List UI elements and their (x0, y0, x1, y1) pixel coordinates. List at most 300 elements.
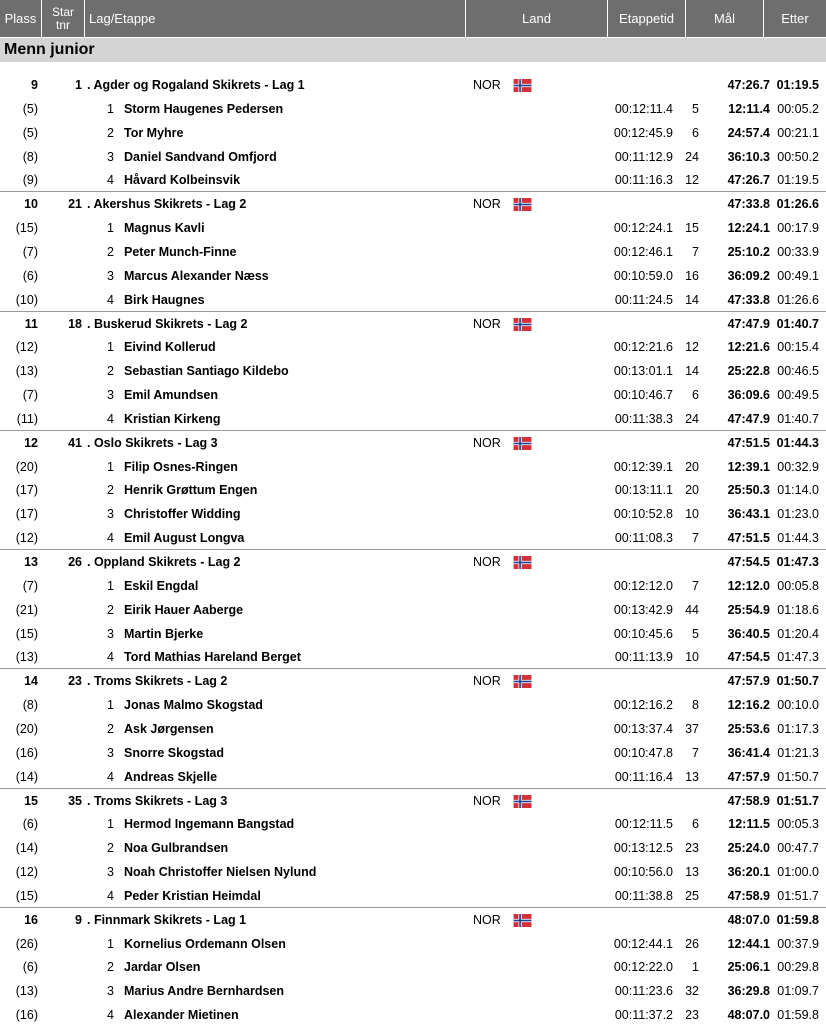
leg-number: 3 (107, 149, 114, 164)
leg-number: 1 (107, 817, 114, 832)
leg-plass: (5) (22, 125, 38, 140)
team-name: . Agder og Rogaland Skikrets - Lag 1 (87, 78, 305, 92)
leg-etappe-rank: 7 (692, 745, 699, 760)
leg-maal: 12:21.6 (727, 340, 770, 355)
team-plass: 9 (31, 78, 38, 92)
leg-etter: 01:47.3 (777, 650, 819, 665)
norway-flag-icon (513, 318, 532, 331)
leg-etappetid: 00:12:12.0 (613, 578, 673, 593)
leg-etter: 00:10.0 (777, 698, 819, 713)
athlete-name: Filip Osnes-Ringen (124, 459, 238, 474)
team-row[interactable] (0, 431, 826, 455)
team-name: . Akershus Skikrets - Lag 2 (87, 197, 247, 212)
leg-maal: 47:26.7 (727, 173, 770, 188)
athlete-name: Marius Andre Bernhardsen (124, 984, 284, 999)
norway-flag-icon (513, 556, 532, 569)
leg-maal: 25:10.2 (727, 244, 770, 259)
team-plass: 10 (24, 197, 38, 212)
leg-row[interactable] (0, 741, 826, 765)
header-etter[interactable]: Etter (764, 0, 826, 38)
leg-maal: 24:57.4 (727, 125, 770, 140)
leg-row[interactable] (0, 979, 826, 1003)
leg-etappetid: 00:11:13.9 (614, 650, 673, 665)
leg-number: 4 (107, 888, 114, 903)
leg-etter: 01:40.7 (777, 411, 819, 426)
leg-row[interactable] (0, 240, 826, 264)
leg-number: 4 (107, 1008, 114, 1023)
leg-etappe-rank: 10 (685, 507, 699, 522)
leg-etappetid: 00:10:56.0 (613, 865, 673, 880)
leg-etappetid: 00:11:38.3 (614, 411, 673, 426)
leg-etappe-rank: 6 (692, 388, 699, 403)
team-name: . Troms Skikrets - Lag 2 (87, 674, 228, 689)
leg-plass: (15) (15, 221, 38, 236)
athlete-name: Emil August Longva (124, 531, 245, 546)
leg-maal: 12:16.2 (727, 698, 770, 713)
leg-plass: (20) (15, 721, 38, 736)
leg-etappe-rank: 25 (685, 888, 699, 903)
norway-flag-icon (513, 675, 532, 688)
athlete-name: Peter Munch-Finne (124, 244, 237, 259)
team-name: . Troms Skikrets - Lag 3 (87, 793, 228, 808)
leg-etappe-rank: 44 (685, 602, 699, 617)
leg-etter: 01:09.7 (777, 984, 819, 999)
leg-plass: (15) (15, 888, 38, 903)
leg-maal: 36:20.1 (727, 865, 770, 880)
leg-plass: (14) (15, 841, 38, 856)
norway-flag-icon (513, 795, 532, 808)
athlete-name: Emil Amundsen (124, 388, 218, 403)
leg-etappe-rank: 12 (685, 340, 699, 355)
leg-row[interactable] (0, 121, 826, 145)
leg-etappetid: 00:12:46.1 (613, 244, 673, 259)
leg-etappetid: 00:11:12.9 (614, 149, 673, 164)
team-maal: 47:47.9 (727, 316, 770, 331)
leg-etappe-rank: 6 (692, 125, 699, 140)
leg-etter: 01:17.3 (777, 721, 819, 736)
leg-maal: 47:57.9 (727, 769, 770, 784)
leg-etter: 01:14.0 (777, 483, 819, 498)
leg-maal: 47:33.8 (727, 292, 770, 307)
leg-number: 3 (107, 626, 114, 641)
leg-etappetid: 00:11:37.2 (614, 1008, 673, 1023)
team-row[interactable] (0, 312, 826, 336)
leg-row[interactable] (0, 645, 826, 669)
leg-etappe-rank: 14 (685, 292, 699, 307)
athlete-name: Kornelius Ordemann Olsen (124, 936, 286, 951)
athlete-name: Jardar Olsen (124, 960, 201, 975)
leg-etappetid: 00:12:11.4 (614, 101, 673, 116)
team-name: . Oppland Skikrets - Lag 2 (87, 555, 241, 569)
leg-etter: 01:59.8 (777, 1008, 819, 1023)
leg-maal: 12:12.0 (727, 578, 770, 593)
leg-plass: (6) (22, 817, 38, 832)
leg-etappetid: 00:13:37.4 (613, 721, 673, 736)
team-etter: 01:51.7 (776, 793, 819, 808)
leg-number: 3 (107, 984, 114, 999)
leg-row[interactable] (0, 1003, 826, 1027)
leg-plass: (13) (15, 364, 38, 379)
leg-number: 3 (107, 268, 114, 283)
leg-etappetid: 00:11:23.6 (614, 984, 673, 999)
leg-number: 3 (107, 745, 114, 760)
leg-etappe-rank: 15 (685, 221, 699, 236)
team-row[interactable] (0, 192, 826, 216)
leg-plass: (14) (15, 769, 38, 784)
leg-plass: (13) (15, 984, 38, 999)
leg-etappe-rank: 37 (685, 721, 699, 736)
leg-row[interactable] (0, 836, 826, 860)
team-startnummer: 1 (75, 78, 82, 92)
team-plass: 15 (24, 793, 38, 808)
athlete-name: Noah Christoffer Nielsen Nylund (124, 865, 317, 880)
team-startnummer: 21 (68, 197, 82, 212)
athlete-name: Noa Gulbrandsen (124, 841, 229, 856)
leg-plass: (26) (15, 936, 38, 951)
leg-etter: 01:26.6 (777, 292, 819, 307)
norway-flag-icon (513, 198, 532, 211)
header-plass[interactable]: Plass (0, 0, 42, 38)
leg-maal: 25:24.0 (727, 841, 770, 856)
team-startnummer: 41 (68, 435, 82, 450)
leg-maal: 36:40.5 (727, 626, 770, 641)
leg-plass: (12) (15, 340, 38, 355)
norway-flag-icon (513, 79, 532, 92)
leg-number: 2 (107, 244, 114, 259)
leg-number: 4 (107, 531, 114, 546)
leg-etter: 01:19.5 (777, 173, 819, 188)
team-row[interactable] (0, 550, 826, 574)
leg-row[interactable] (0, 574, 826, 598)
athlete-name: Henrik Grøttum Engen (124, 483, 258, 498)
athlete-name: Jonas Malmo Skogstad (124, 698, 263, 713)
leg-etter: 00:47.7 (777, 841, 819, 856)
leg-etter: 01:00.0 (777, 865, 819, 880)
leg-plass: (12) (15, 531, 38, 546)
team-land: NOR (473, 912, 501, 927)
leg-row[interactable] (0, 812, 826, 836)
leg-etter: 00:32.9 (777, 459, 819, 474)
leg-etappe-rank: 5 (692, 101, 699, 116)
leg-etappe-rank: 13 (685, 865, 699, 880)
norway-flag-icon (513, 914, 532, 927)
team-etter: 01:50.7 (776, 674, 819, 689)
team-etter: 01:19.5 (776, 78, 819, 92)
leg-etter: 01:20.4 (777, 626, 819, 641)
leg-number: 1 (107, 578, 114, 593)
leg-maal: 12:24.1 (727, 221, 770, 236)
header-lag-etappe[interactable]: Lag/Etappe (85, 0, 466, 38)
team-row[interactable] (0, 73, 826, 97)
leg-etappetid: 00:10:45.6 (613, 626, 673, 641)
team-etter: 01:26.6 (776, 197, 819, 212)
team-maal: 47:33.8 (727, 197, 770, 212)
team-row[interactable] (0, 908, 826, 932)
team-land: NOR (473, 674, 501, 689)
team-startnummer: 23 (68, 674, 82, 689)
leg-etappe-rank: 6 (692, 817, 699, 832)
leg-plass: (16) (15, 745, 38, 760)
header-startnummer[interactable] (42, 0, 85, 38)
team-etter: 01:44.3 (776, 435, 819, 450)
athlete-name: Daniel Sandvand Omfjord (124, 149, 277, 164)
team-land: NOR (473, 316, 501, 331)
leg-etter: 00:17.9 (777, 221, 819, 236)
leg-maal: 48:07.0 (727, 1008, 770, 1023)
team-plass: 12 (24, 435, 38, 450)
leg-plass: (12) (15, 865, 38, 880)
leg-etter: 01:51.7 (777, 888, 819, 903)
leg-number: 4 (107, 769, 114, 784)
team-maal: 47:57.9 (727, 674, 770, 689)
leg-etappe-rank: 1 (692, 960, 699, 975)
team-plass: 13 (24, 555, 38, 569)
team-etter: 01:47.3 (776, 555, 819, 569)
athlete-name: Hermod Ingemann Bangstad (124, 817, 295, 832)
athlete-name: Snorre Skogstad (124, 745, 225, 760)
leg-maal: 47:54.5 (727, 650, 770, 665)
leg-row[interactable] (0, 717, 826, 741)
leg-plass: (16) (15, 1008, 38, 1023)
leg-row[interactable] (0, 502, 826, 526)
leg-row[interactable] (0, 478, 826, 502)
leg-etappetid: 00:12:44.1 (613, 936, 673, 951)
leg-plass: (7) (22, 578, 38, 593)
leg-maal: 12:11.4 (728, 101, 770, 116)
leg-etappe-rank: 10 (685, 650, 699, 665)
leg-etappetid: 00:13:11.1 (614, 483, 673, 498)
leg-etter: 00:05.2 (777, 101, 819, 116)
leg-maal: 12:44.1 (727, 936, 770, 951)
athlete-name: Alexander Mietinen (124, 1008, 239, 1023)
leg-etter: 01:44.3 (777, 531, 819, 546)
leg-etappetid: 00:13:12.5 (613, 841, 673, 856)
header-land[interactable]: Land (466, 0, 608, 38)
leg-etappetid: 00:13:42.9 (613, 602, 673, 617)
leg-etappe-rank: 8 (692, 698, 699, 713)
leg-number: 4 (107, 411, 114, 426)
leg-maal: 36:09.6 (727, 388, 770, 403)
leg-etappetid: 00:11:16.3 (614, 173, 673, 188)
leg-row[interactable] (0, 216, 826, 240)
leg-row[interactable] (0, 693, 826, 717)
leg-row[interactable] (0, 359, 826, 383)
leg-number: 2 (107, 960, 114, 975)
team-startnummer: 18 (68, 316, 82, 331)
leg-maal: 47:47.9 (727, 411, 770, 426)
athlete-name: Martin Bjerke (124, 626, 204, 641)
leg-row[interactable] (0, 955, 826, 979)
header-star: Star (51, 4, 74, 19)
athlete-name: Kristian Kirkeng (124, 411, 221, 426)
leg-number: 3 (107, 388, 114, 403)
athlete-name: Marcus Alexander Næss (124, 268, 269, 283)
team-etter: 01:40.7 (776, 316, 819, 331)
leg-plass: (17) (15, 507, 38, 522)
leg-etter: 00:37.9 (777, 936, 819, 951)
team-startnummer: 26 (68, 555, 82, 569)
team-maal: 47:58.9 (727, 793, 770, 808)
leg-row[interactable] (0, 526, 826, 550)
leg-maal: 36:41.4 (727, 745, 770, 760)
athlete-name: Tord Mathias Hareland Berget (124, 650, 301, 665)
leg-row[interactable] (0, 598, 826, 622)
leg-number: 2 (107, 364, 114, 379)
leg-maal: 25:54.9 (727, 602, 770, 617)
team-name: . Finnmark Skikrets - Lag 1 (87, 912, 247, 927)
team-land: NOR (473, 78, 501, 92)
leg-maal: 25:06.1 (727, 960, 770, 975)
leg-etappetid: 00:12:24.1 (613, 221, 673, 236)
leg-etter: 01:23.0 (777, 507, 819, 522)
leg-etappe-rank: 7 (692, 531, 699, 546)
team-land: NOR (473, 435, 501, 450)
athlete-name: Håvard Kolbeinsvik (124, 173, 241, 188)
team-row[interactable] (0, 789, 826, 813)
leg-maal: 36:29.8 (727, 984, 770, 999)
leg-etter: 00:49.1 (777, 268, 819, 283)
leg-row[interactable] (0, 622, 826, 646)
leg-etappetid: 00:11:16.4 (614, 769, 673, 784)
leg-etappe-rank: 24 (685, 411, 699, 426)
leg-etter: 00:33.9 (777, 244, 819, 259)
leg-plass: (8) (22, 149, 38, 164)
leg-number: 3 (107, 865, 114, 880)
leg-maal: 47:58.9 (727, 888, 770, 903)
team-row[interactable] (0, 669, 826, 693)
team-startnummer: 35 (68, 793, 82, 808)
category-title: Menn junior (0, 38, 826, 62)
leg-number: 2 (107, 721, 114, 736)
leg-plass: (20) (15, 459, 38, 474)
header-maal[interactable]: Mål (686, 0, 764, 38)
team-name: . Buskerud Skikrets - Lag 2 (87, 316, 248, 331)
leg-etter: 00:46.5 (777, 364, 819, 379)
athlete-name: Tor Myhre (124, 125, 184, 140)
leg-etappetid: 00:12:39.1 (613, 459, 673, 474)
leg-etappe-rank: 20 (685, 483, 699, 498)
team-startnummer: 9 (75, 912, 82, 927)
leg-etter: 01:18.6 (777, 602, 819, 617)
leg-etappe-rank: 5 (692, 626, 699, 641)
leg-maal: 12:39.1 (727, 459, 770, 474)
leg-row[interactable] (0, 932, 826, 956)
leg-etappe-rank: 23 (685, 841, 699, 856)
athlete-name: Eirik Hauer Aaberge (124, 602, 244, 617)
leg-etappetid: 00:12:11.5 (614, 817, 673, 832)
leg-etappe-rank: 20 (685, 459, 699, 474)
leg-row[interactable] (0, 765, 826, 789)
team-etter: 01:59.8 (776, 912, 819, 927)
leg-etappe-rank: 7 (692, 244, 699, 259)
norway-flag-icon (513, 437, 532, 450)
header-etappetid[interactable]: Etappetid (608, 0, 686, 38)
leg-etappetid: 00:10:47.8 (613, 745, 673, 760)
leg-row[interactable] (0, 884, 826, 908)
leg-etter: 00:05.3 (777, 817, 819, 832)
leg-etappetid: 00:11:38.8 (614, 888, 673, 903)
leg-number: 2 (107, 602, 114, 617)
leg-row[interactable] (0, 145, 826, 169)
leg-plass: (10) (15, 292, 38, 307)
team-maal: 47:51.5 (727, 435, 770, 450)
leg-row[interactable] (0, 264, 826, 288)
athlete-name: Eskil Engdal (124, 578, 199, 593)
leg-etappe-rank: 13 (685, 769, 699, 784)
leg-row[interactable] (0, 168, 826, 192)
leg-number: 1 (107, 340, 114, 355)
leg-maal: 25:53.6 (727, 721, 770, 736)
leg-row[interactable] (0, 288, 826, 312)
leg-row[interactable] (0, 97, 826, 121)
athlete-name: Peder Kristian Heimdal (124, 888, 261, 903)
athlete-name: Andreas Skjelle (124, 769, 218, 784)
leg-maal: 36:43.1 (727, 507, 770, 522)
athlete-name: Birk Haugnes (124, 292, 205, 307)
leg-plass: (7) (22, 388, 38, 403)
team-plass: 14 (24, 674, 38, 689)
leg-maal: 36:09.2 (727, 268, 770, 283)
team-maal: 47:26.7 (727, 78, 770, 92)
team-name: . Oslo Skikrets - Lag 3 (87, 435, 218, 450)
leg-number: 1 (107, 936, 114, 951)
leg-etappetid: 00:10:59.0 (613, 268, 673, 283)
leg-plass: (7) (22, 244, 38, 259)
athlete-name: Eivind Kollerud (124, 340, 216, 355)
leg-plass: (15) (15, 626, 38, 641)
leg-etappe-rank: 12 (685, 173, 699, 188)
leg-etappe-rank: 26 (685, 936, 699, 951)
leg-etter: 01:21.3 (777, 745, 819, 760)
leg-etappe-rank: 7 (692, 578, 699, 593)
leg-row[interactable] (0, 455, 826, 479)
leg-row[interactable] (0, 407, 826, 431)
leg-etappetid: 00:11:08.3 (614, 531, 673, 546)
leg-maal: 25:22.8 (727, 364, 770, 379)
leg-number: 3 (107, 507, 114, 522)
leg-number: 1 (107, 221, 114, 236)
leg-etappe-rank: 24 (685, 149, 699, 164)
team-plass: 11 (24, 316, 38, 331)
team-maal: 48:07.0 (727, 912, 770, 927)
leg-maal: 25:50.3 (727, 483, 770, 498)
leg-etappetid: 00:11:24.5 (614, 292, 673, 307)
leg-number: 1 (107, 101, 114, 116)
leg-etappetid: 00:13:01.1 (613, 364, 673, 379)
leg-etter: 01:50.7 (777, 769, 819, 784)
leg-etappetid: 00:10:52.8 (613, 507, 673, 522)
leg-plass: (6) (22, 268, 38, 283)
athlete-name: Magnus Kavli (124, 221, 205, 236)
leg-row[interactable] (0, 860, 826, 884)
athlete-name: Ask Jørgensen (124, 721, 214, 736)
leg-etappetid: 00:12:16.2 (613, 698, 673, 713)
leg-row[interactable] (0, 335, 826, 359)
leg-plass: (8) (22, 698, 38, 713)
leg-etappetid: 00:10:46.7 (613, 388, 673, 403)
leg-etappe-rank: 16 (685, 268, 699, 283)
leg-number: 2 (107, 841, 114, 856)
leg-plass: (17) (15, 483, 38, 498)
leg-etappetid: 00:12:22.0 (613, 960, 673, 975)
leg-etter: 00:15.4 (777, 340, 819, 355)
leg-plass: (11) (16, 411, 38, 426)
team-land: NOR (473, 555, 501, 569)
leg-row[interactable] (0, 383, 826, 407)
leg-etappetid: 00:12:21.6 (613, 340, 673, 355)
team-land: NOR (473, 197, 501, 212)
leg-plass: (9) (22, 173, 38, 188)
